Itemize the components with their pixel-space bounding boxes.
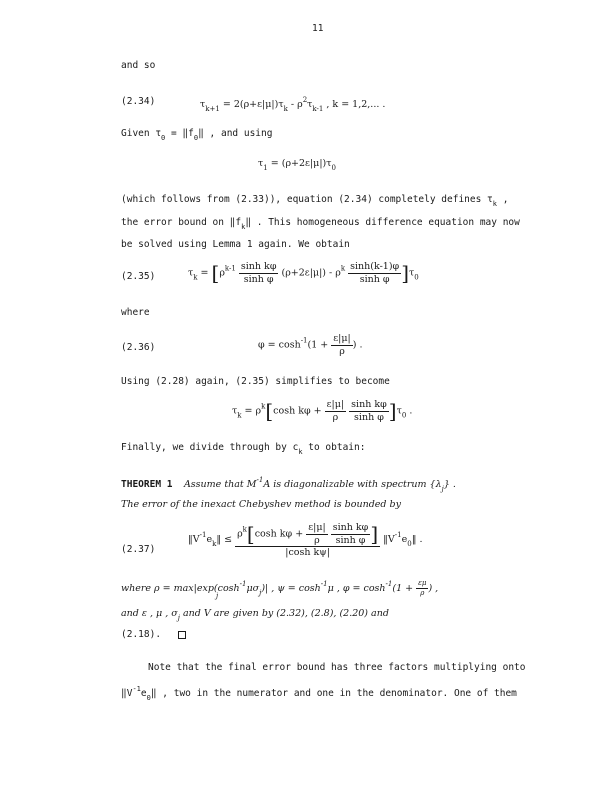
ref-line: (2.18). xyxy=(121,630,186,640)
where-text: where xyxy=(121,307,150,318)
theorem-line1: THEOREM 1 Assume that $M^{-1}A$ is diagonalizable with spectrum $\{\lambda_j\}$ . xyxy=(121,476,456,493)
eq-2-34: $\tau_{k+1} = 2(\rho+\varepsilon|\mu|)\tau_k - \rho^2\tau_{k-1}$ , k = 1,2,... . xyxy=(200,96,386,113)
eq-simplified: $\tau_k = \rho^k[\cosh$ kφ + $\frac{\varepsilon|\mu|}{\rho}$ $\frac{\text{sinh kφ}}{\text{sinh φ}}$ ]$\tau_0$ . xyxy=(232,399,413,423)
eq-2-34-label: (2.34) xyxy=(121,96,156,107)
finally-line: Finally, we divide through by $c_k$ to obtain: xyxy=(121,442,366,456)
eq-2-36: $\varphi = \cosh^{-1}(1$ + $\frac{\varepsilon|\mu|}{\rho}$ ) . xyxy=(258,333,363,357)
eq-2-37: $‖V^{-1}e_k‖$ ≤ $\rho^k[\cosh$ kφ + $\frac{\varepsilon|\mu|}{\rho}$ $\frac{\text{sinh kφ}}{\text{sinh φ}}$ ] |cosh kψ| $‖V^{-1}e_0‖$ . xyxy=(188,522,423,558)
para1-line2: the error bound on $‖f_k‖$ . This homogeneous difference equation may now xyxy=(121,217,520,231)
where-definitions: where $\rho = \max|\exp(\cosh^{-1}\mu\sigma_j)|$ , $\psi = \cosh^{-1}\mu$ , $\varphi = \cosh^{-1}(1$ + $\frac{\varepsilon\mu}{\rho}$ ) , xyxy=(121,579,439,597)
using-line: Using (2.28) again, (2.35) simplifies to become xyxy=(121,376,390,387)
eq-tau1: $\tau_1 = (\rho+2\varepsilon|\mu|)\tau_0$ xyxy=(258,158,336,172)
max-subscript: j xyxy=(216,592,219,600)
para2-line1: Note that the final error bound has three factors multiplying onto xyxy=(148,662,526,673)
para1-line1: (which follows from (2.33)), equation (2.34) completely defines $\tau_k$ , xyxy=(121,194,509,208)
given-line: Given $\tau_0$ = $‖f_0‖$ , and using xyxy=(121,128,273,142)
and-line: and ε , μ , $\sigma_j$ and V are given by (2.32), (2.8), (2.20) and xyxy=(121,608,389,622)
intro-text: and so xyxy=(121,60,156,71)
page-number: 11 xyxy=(312,23,324,34)
para2-line2: $‖V^{-1}e_0‖$ , two in the numerator and one in the denominator. One of them xyxy=(121,685,517,702)
eq-2-36-label: (2.36) xyxy=(121,342,156,353)
eq-2-35-label: (2.35) xyxy=(121,271,156,282)
eq-2-35: $\tau_k = [\rho^{k-1}$ $\frac{\text{sinh kφ}}{\text{sinh φ}}$ $(\rho+2\varepsilon|\mu|) - \rho^k$ $\frac{\sinh(k-1)\varphi}{\text{sinh φ}}$ ]$\tau_0$ xyxy=(188,261,419,285)
para1-line3: be solved using Lemma 1 again. We obtain xyxy=(121,239,350,250)
theorem-line2: The error of the inexact Chebyshev method is bounded by xyxy=(121,499,401,510)
eq-2-37-label: (2.37) xyxy=(121,544,156,555)
qed-box xyxy=(178,631,186,639)
theorem-label: THEOREM 1 xyxy=(121,479,173,490)
